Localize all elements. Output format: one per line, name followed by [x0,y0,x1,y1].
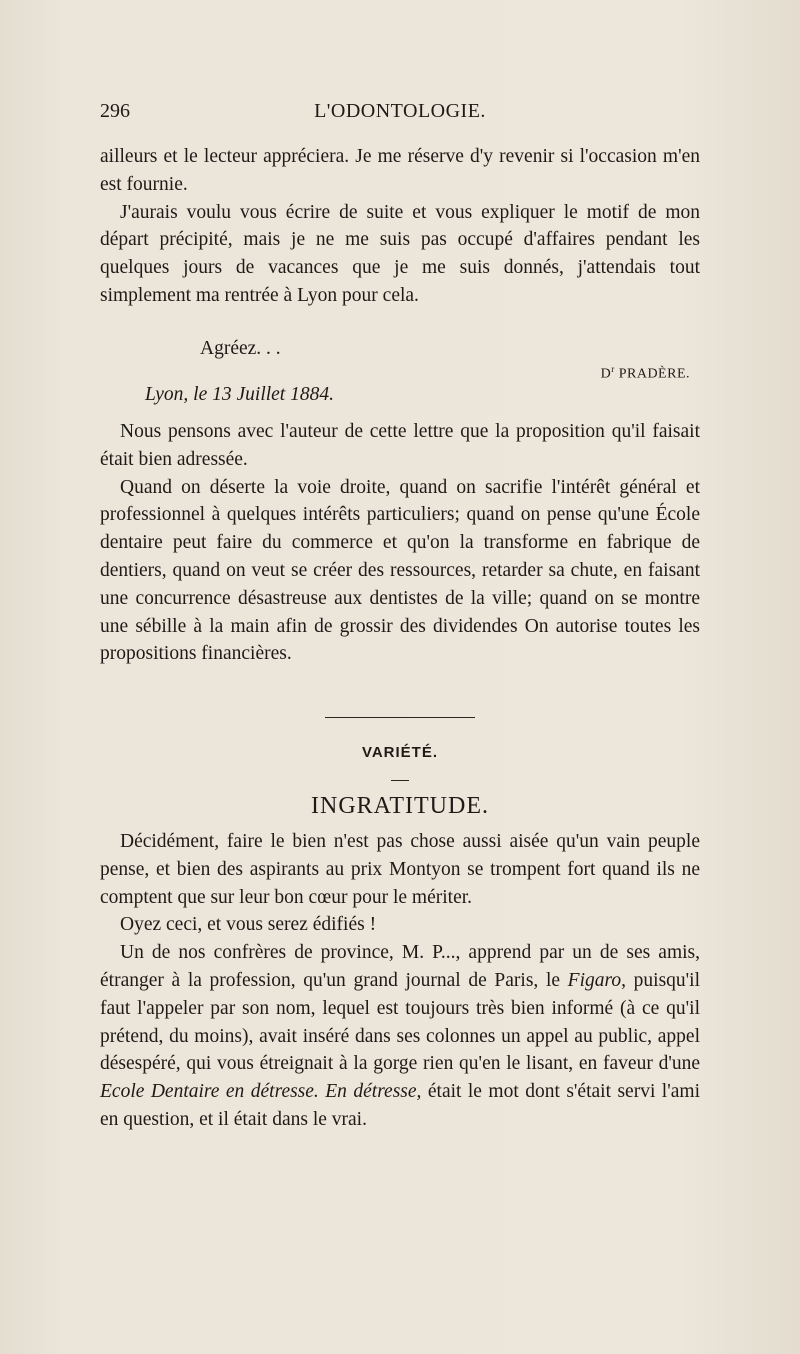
closing-formula: Agréez. . . [200,338,281,359]
article-p3-part-a: Un de nos confrères de province, M. P..., apprend par un de ses amis, étranger à la profession, qu'un grand journal de Paris, le [100,942,700,991]
article-p3-part-c: était le mot dont s'était servi l'ami en question, et il était dans le vrai. [100,1081,700,1130]
signature-title-sup: r [611,364,615,374]
article-paragraph-3 [100,939,700,1134]
article-paragraph-1: Décidément, faire le bien n'est pas chose aussi aisée qu'un vain peuple pense, et bien des aspirants au prix Montyon se trompent fort quand ils ne comptent que sur leur bon cœur pour le mériter. [100,831,700,908]
dateline: Lyon, le 13 Juillet 1884. [145,384,334,405]
article-p3-part-b: , puisqu'il faut l'appeler par son nom, lequel est toujours très bien informé (à ce qu'il prétend, du moins), avait inséré dans ses colonnes un appel au public, appel désespéré, qui vous étreignait à la gorge rien qu'en le lisant, en faveur d'une [100,969,701,1075]
article-body [100,828,700,1134]
section-divider [325,717,475,718]
signature-title: D [600,366,612,382]
article-paragraph-2: Oyez ceci, et vous serez édifiés ! [120,914,377,936]
running-title: L'ODONTOLOGIE. [314,100,486,122]
figaro-title: Figaro [567,969,622,991]
ecole-dentaire-phrase: Ecole Dentaire en détresse. En détresse, [100,1081,422,1103]
letter-paragraph-2: J'aurais voulu vous écrire de suite et vous expliquer le motif de mon départ précipité, mais je ne me suis pas occupé d'affaires pendant les quelques jours de vacances que je me suis donnés, j'attendais tout simplement ma rentrée à Lyon pour cela. [100,201,700,306]
page-number: 296 [100,100,130,122]
commentary-paragraph-1: Nous pensons avec l'auteur de cette lettre que la proposition qu'il faisait était bien adressée. [100,421,700,470]
commentary-paragraph-2: Quand on déserte la voie droite, quand on sacrifie l'intérêt général et professionnel à quelques intérêts particuliers; quand on pense qu'une École dentaire peut faire du commerce et qu'on la transforme en fabrique de dentiers, quand on veut se créer des ressources, retarder sa chute, en faisant une concurrence désastreuse aux dentistes de la ville; quand on se montre une sébille à la main afin de grossir des dividendes On autorise toutes les propositions financières. [100,476,700,665]
title-divider [391,780,409,781]
signature-name: PRADÈRE. [614,366,690,382]
letter-closing [100,338,700,405]
letter-paragraph-1: ailleurs et le lecteur appréciera. Je me réserve d'y revenir si l'occasion m'en est fournie. [100,146,700,195]
page-header [100,100,700,130]
editorial-commentary [100,418,700,668]
section-heading: VARIÉTÉ. [361,744,439,761]
signature [601,364,690,383]
article-title: INGRATITUDE. [311,793,489,819]
letter-body [100,143,700,310]
